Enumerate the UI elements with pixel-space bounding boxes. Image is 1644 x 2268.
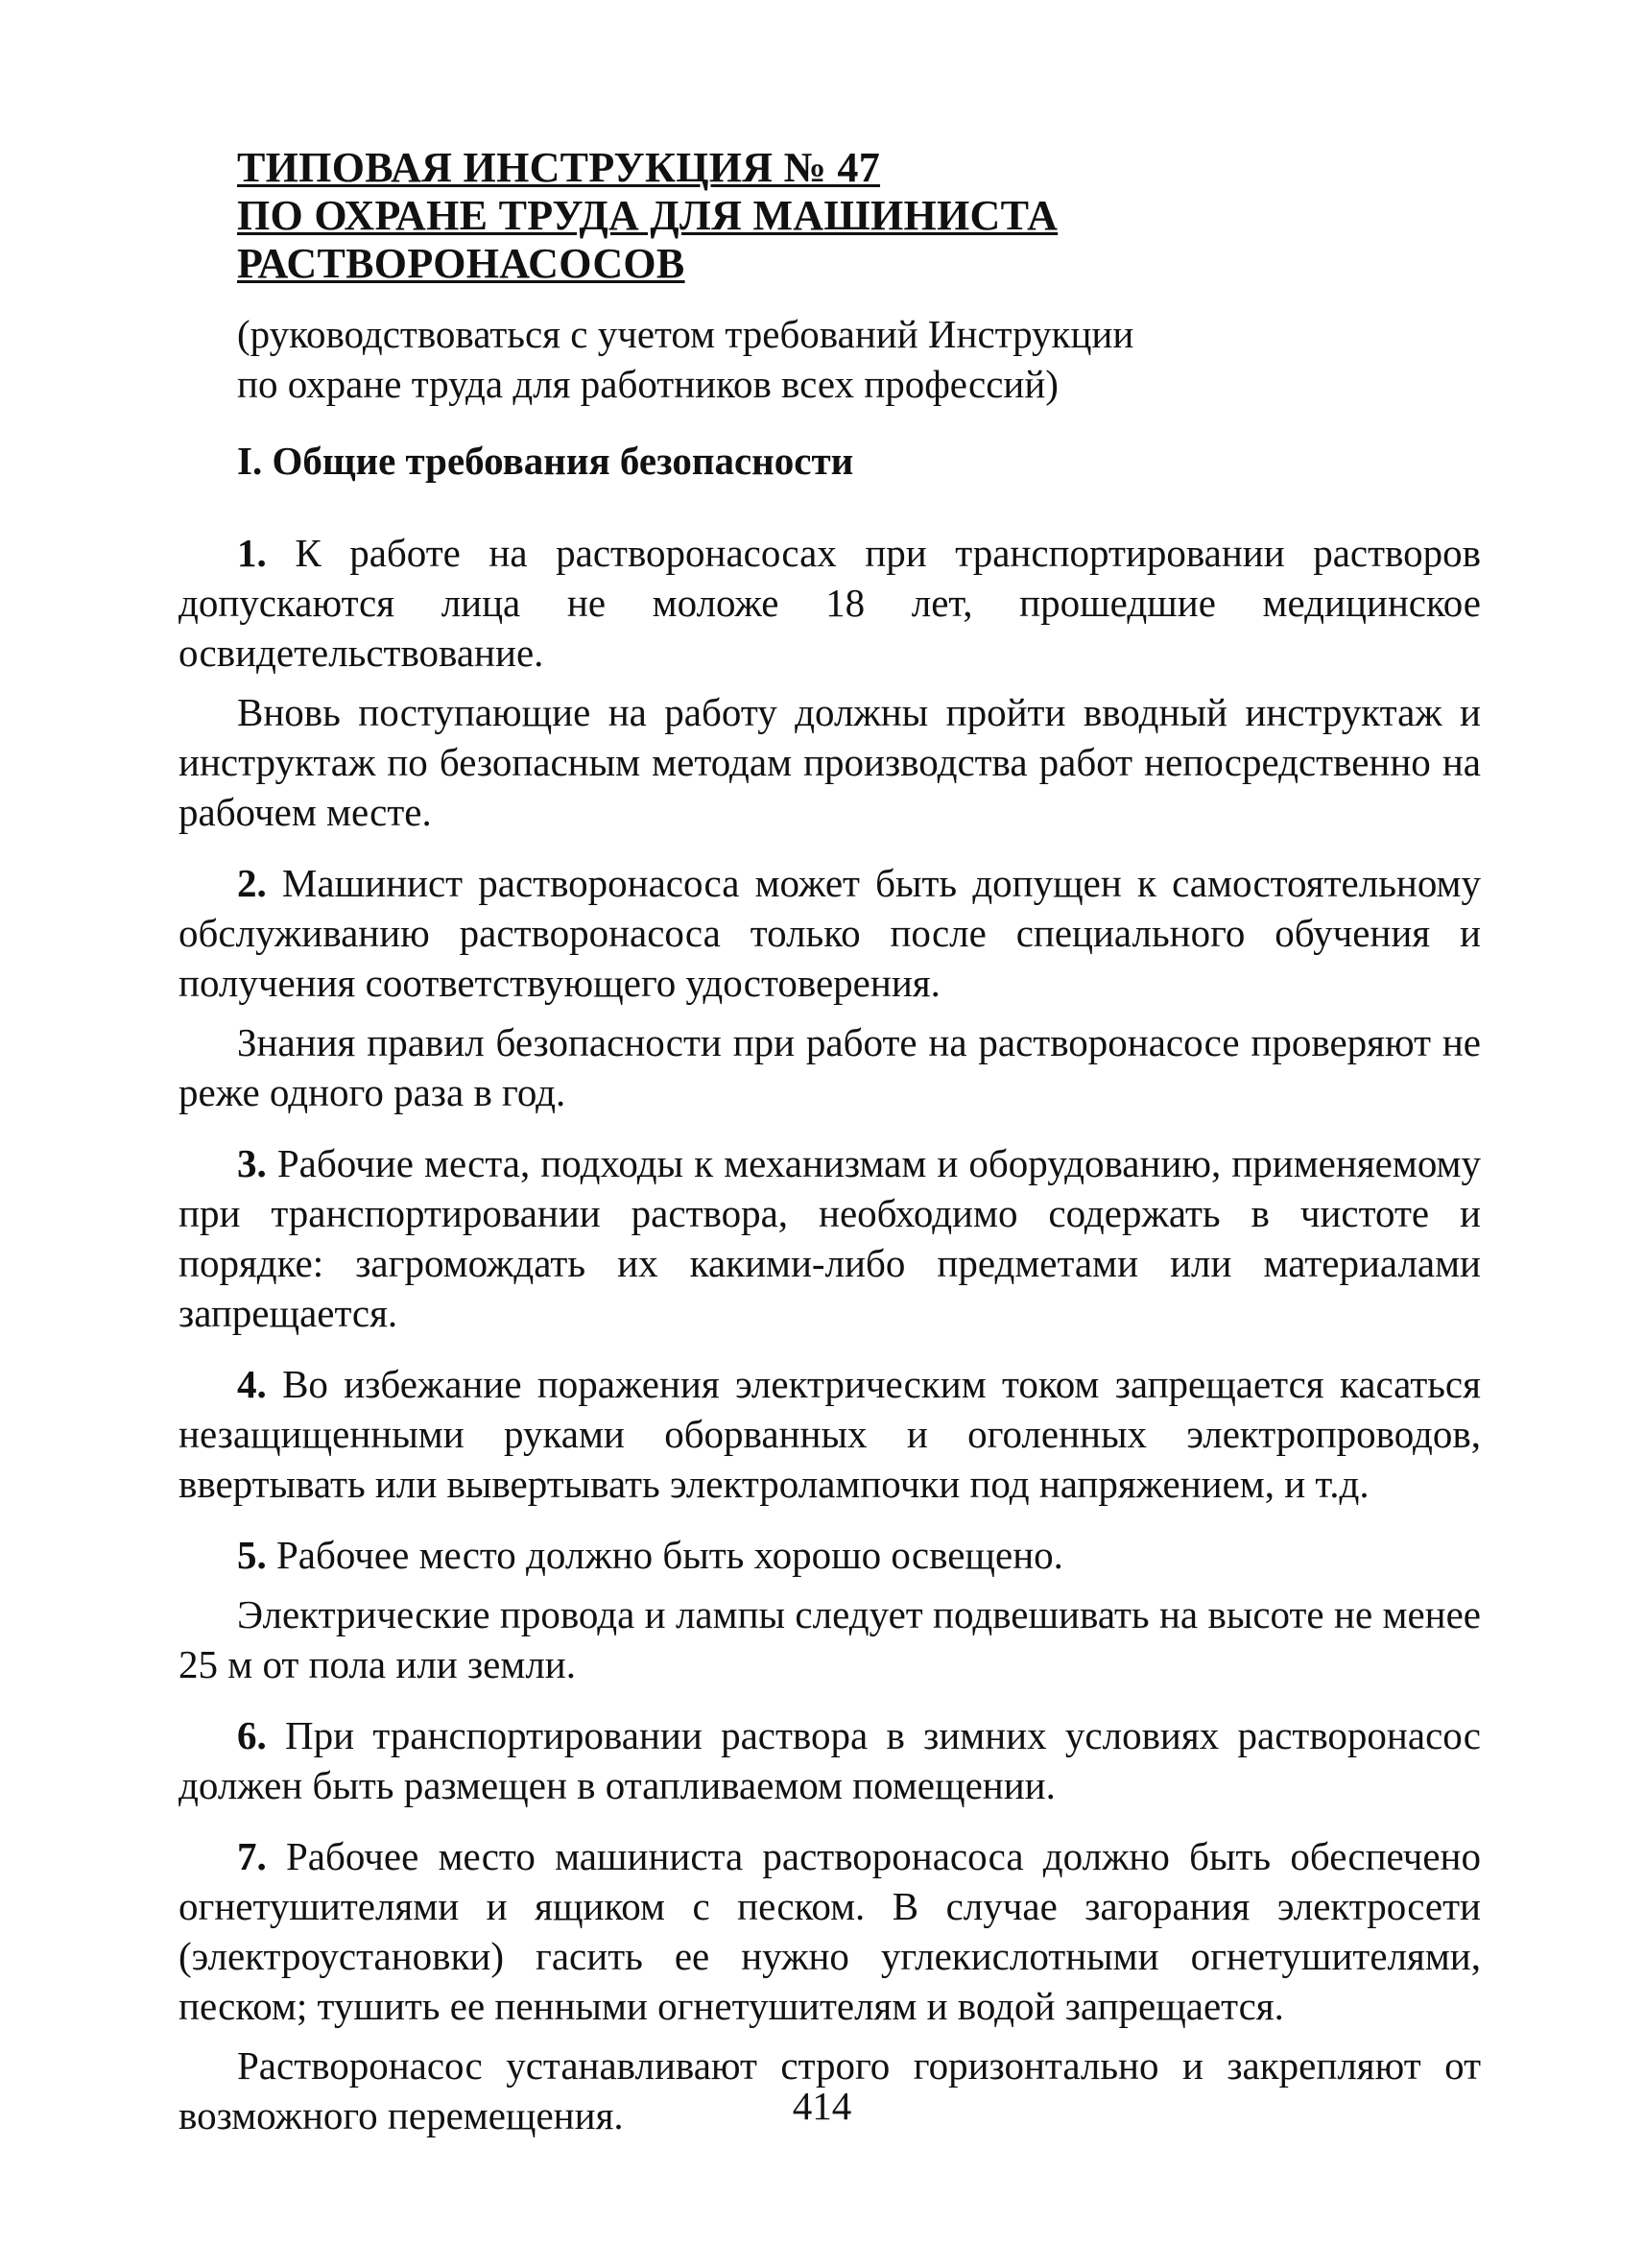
paragraph-text: Рабочее место должно быть хорошо освещено. xyxy=(266,1533,1063,1577)
paragraph-number: 4. xyxy=(237,1362,267,1406)
paragraph-text: При транспортировании раствора в зимних условиях растворонасос должен быть размещен в отапливаемом помещении. xyxy=(179,1713,1481,1807)
subtitle-line: (руководствоваться с учетом требований Инструкции xyxy=(237,312,1134,356)
page-number: 414 xyxy=(792,2084,852,2128)
paragraph xyxy=(179,1017,1481,1117)
paragraph-text: Во избежание поражения электрическим током запрещается касаться незащищенными руками оборванных и оголенных электропроводов, ввертывать или вывертывать электролампочки под напряжением, и т.д. xyxy=(179,1362,1481,1506)
title-line: РАСТВОРОНАСОСОВ xyxy=(237,240,685,287)
paragraph xyxy=(179,1359,1481,1509)
paragraph-number: 1. xyxy=(237,531,267,575)
paragraph xyxy=(179,687,1481,837)
paragraph xyxy=(179,1530,1481,1580)
paragraph-number: 2. xyxy=(237,861,267,905)
paragraph xyxy=(179,1831,1481,2031)
paragraph xyxy=(179,858,1481,1008)
subtitle-line: по охране труда для работников всех профессий) xyxy=(237,362,1059,406)
paragraph-number: 6. xyxy=(237,1713,267,1757)
paragraph xyxy=(179,1589,1481,1689)
paragraph-number: 5. xyxy=(237,1533,267,1577)
document-body xyxy=(179,528,1481,2161)
paragraph-text: Вновь поступающие на работу должны пройти вводный инструктаж и инструктаж по безопасным методам производства работ непосредственно на рабочем месте. xyxy=(179,690,1481,834)
paragraph-text: Электрические провода и лампы следует подвешивать на высоте не менее 25 м от пола или земли. xyxy=(179,1592,1481,1686)
paragraph-number: 7. xyxy=(237,1834,267,1878)
document-subtitle xyxy=(237,309,1437,409)
title-line: ПО ОХРАНЕ ТРУДА ДЛЯ МАШИНИСТА xyxy=(237,192,1059,239)
document-title xyxy=(237,144,1293,288)
paragraph-text: Знания правил безопасности при работе на растворонасосе проверяют не реже одного раза в год. xyxy=(179,1020,1481,1114)
paragraph-text: Машинист растворонасоса может быть допущен к самостоятельному обслуживанию растворонасоса только после специального обучения и получения соответствующего удостоверения. xyxy=(179,861,1481,1005)
paragraph-text: Растворонасос устанавливают строго горизонтально и закрепляют от возможного перемещения. xyxy=(179,2043,1481,2137)
paragraph-number: 3. xyxy=(237,1141,267,1185)
title-line: ТИПОВАЯ ИНСТРУКЦИЯ № 47 xyxy=(237,144,881,191)
paragraph xyxy=(179,1710,1481,1810)
paragraph xyxy=(179,1138,1481,1338)
paragraph-text: Рабочее место машиниста растворонасоса должно быть обеспечено огнетушителями и ящиком с песком. В случае загорания электросети (электроустановки) гасить ее нужно углекислотными огнетушителями, песком; тушить ее пенными огнетушителям и водой запрещается. xyxy=(179,1834,1481,2028)
section-heading: I. Общие требования безопасности xyxy=(237,439,854,483)
paragraph-text: К работе на растворонасосах при транспортировании растворов допускаются лица не моложе 18 лет, прошедшие медицинское освидетельствование. xyxy=(179,531,1481,675)
paragraph-text: Рабочие места, подходы к механизмам и оборудованию, применяемому при транспортировании раствора, необходимо содержать в чистоте и порядке: загромождать их какими-либо предметами или материалами запрещается. xyxy=(179,1141,1481,1335)
paragraph xyxy=(179,528,1481,678)
